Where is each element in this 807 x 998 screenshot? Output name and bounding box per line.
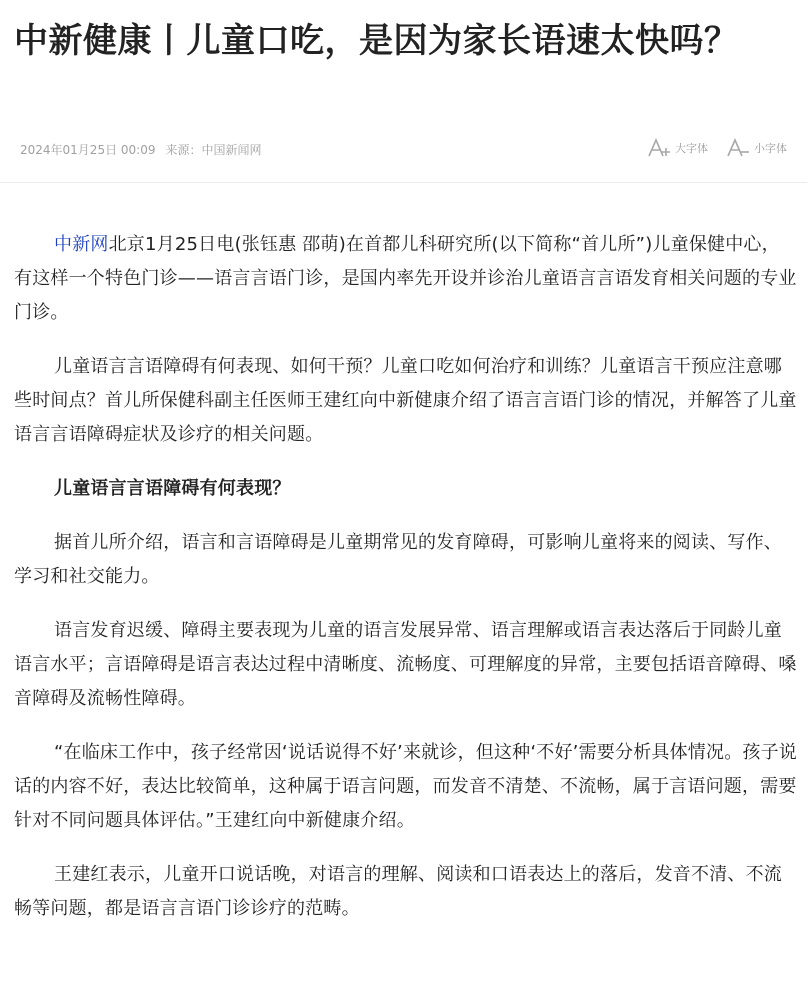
section-heading: 儿童语言言语障碍有何表现？ [54, 478, 291, 499]
larger-font-button[interactable] [647, 138, 708, 158]
article-paragraph: 儿童语言言语障碍有何表现、如何干预？儿童口吃如何治疗和训练？儿童语言干预应注意哪些时间点？首儿所保健科副主任医师王建红向中新健康介绍了语言言语门诊的情况，并解答了儿童语言言语障碍症状及诊疗的相关问题。 [14, 356, 797, 445]
font-size-controls [647, 138, 787, 158]
font-larger-icon [647, 138, 671, 158]
source-name: 中国新闻网 [201, 143, 262, 157]
source-link[interactable]: 中新网 [54, 234, 109, 255]
smaller-font-label: 小字体 [754, 142, 787, 155]
source-label: 来源： [165, 143, 202, 157]
article-paragraph: 据首儿所介绍，语言和言语障碍是儿童期常见的发育障碍，可影响儿童将来的阅读、写作、学习和社交能力。 [14, 532, 782, 587]
article-meta [20, 142, 262, 158]
header-divider [0, 182, 807, 183]
page-title: 中新健康丨儿童口吃，是因为家长语速太快吗？ [14, 21, 739, 61]
article-body [14, 228, 798, 946]
font-smaller-icon [726, 138, 750, 158]
article-paragraph: 中新网北京1月25日电(张钰惠 邵萌)在首都儿科研究所(以下简称“首儿所”)儿童保健中心，有这样一个特色门诊——语言言语门诊，是国内率先开设并诊治儿童语言言语发育相关问题的专业门诊。 [14, 234, 797, 323]
publish-date: 2024年01月25日 00:09 [20, 143, 156, 157]
larger-font-label: 大字体 [675, 142, 708, 155]
smaller-font-button[interactable] [726, 138, 787, 158]
article-paragraph: 语言发育迟缓、障碍主要表现为儿童的语言发展异常、语言理解或语言表达落后于同龄儿童语言水平；言语障碍是语言表达过程中清晰度、流畅度、可理解度的异常，主要包括语音障碍、嗓音障碍及流畅性障碍。 [14, 620, 797, 709]
article-paragraph: 王建红表示，儿童开口说话晚，对语言的理解、阅读和口语表达上的落后，发音不清、不流畅等问题，都是语言言语门诊诊疗的范畴。 [14, 864, 782, 919]
article-paragraph: “在临床工作中，孩子经常因‘说话说得不好’来就诊，但这种‘不好’需要分析具体情况。孩子说话的内容不好，表达比较简单，这种属于语言问题，而发音不清楚、不流畅，属于言语问题，需要针对不同问题具体评估。”王建红向中新健康介绍。 [14, 742, 798, 831]
